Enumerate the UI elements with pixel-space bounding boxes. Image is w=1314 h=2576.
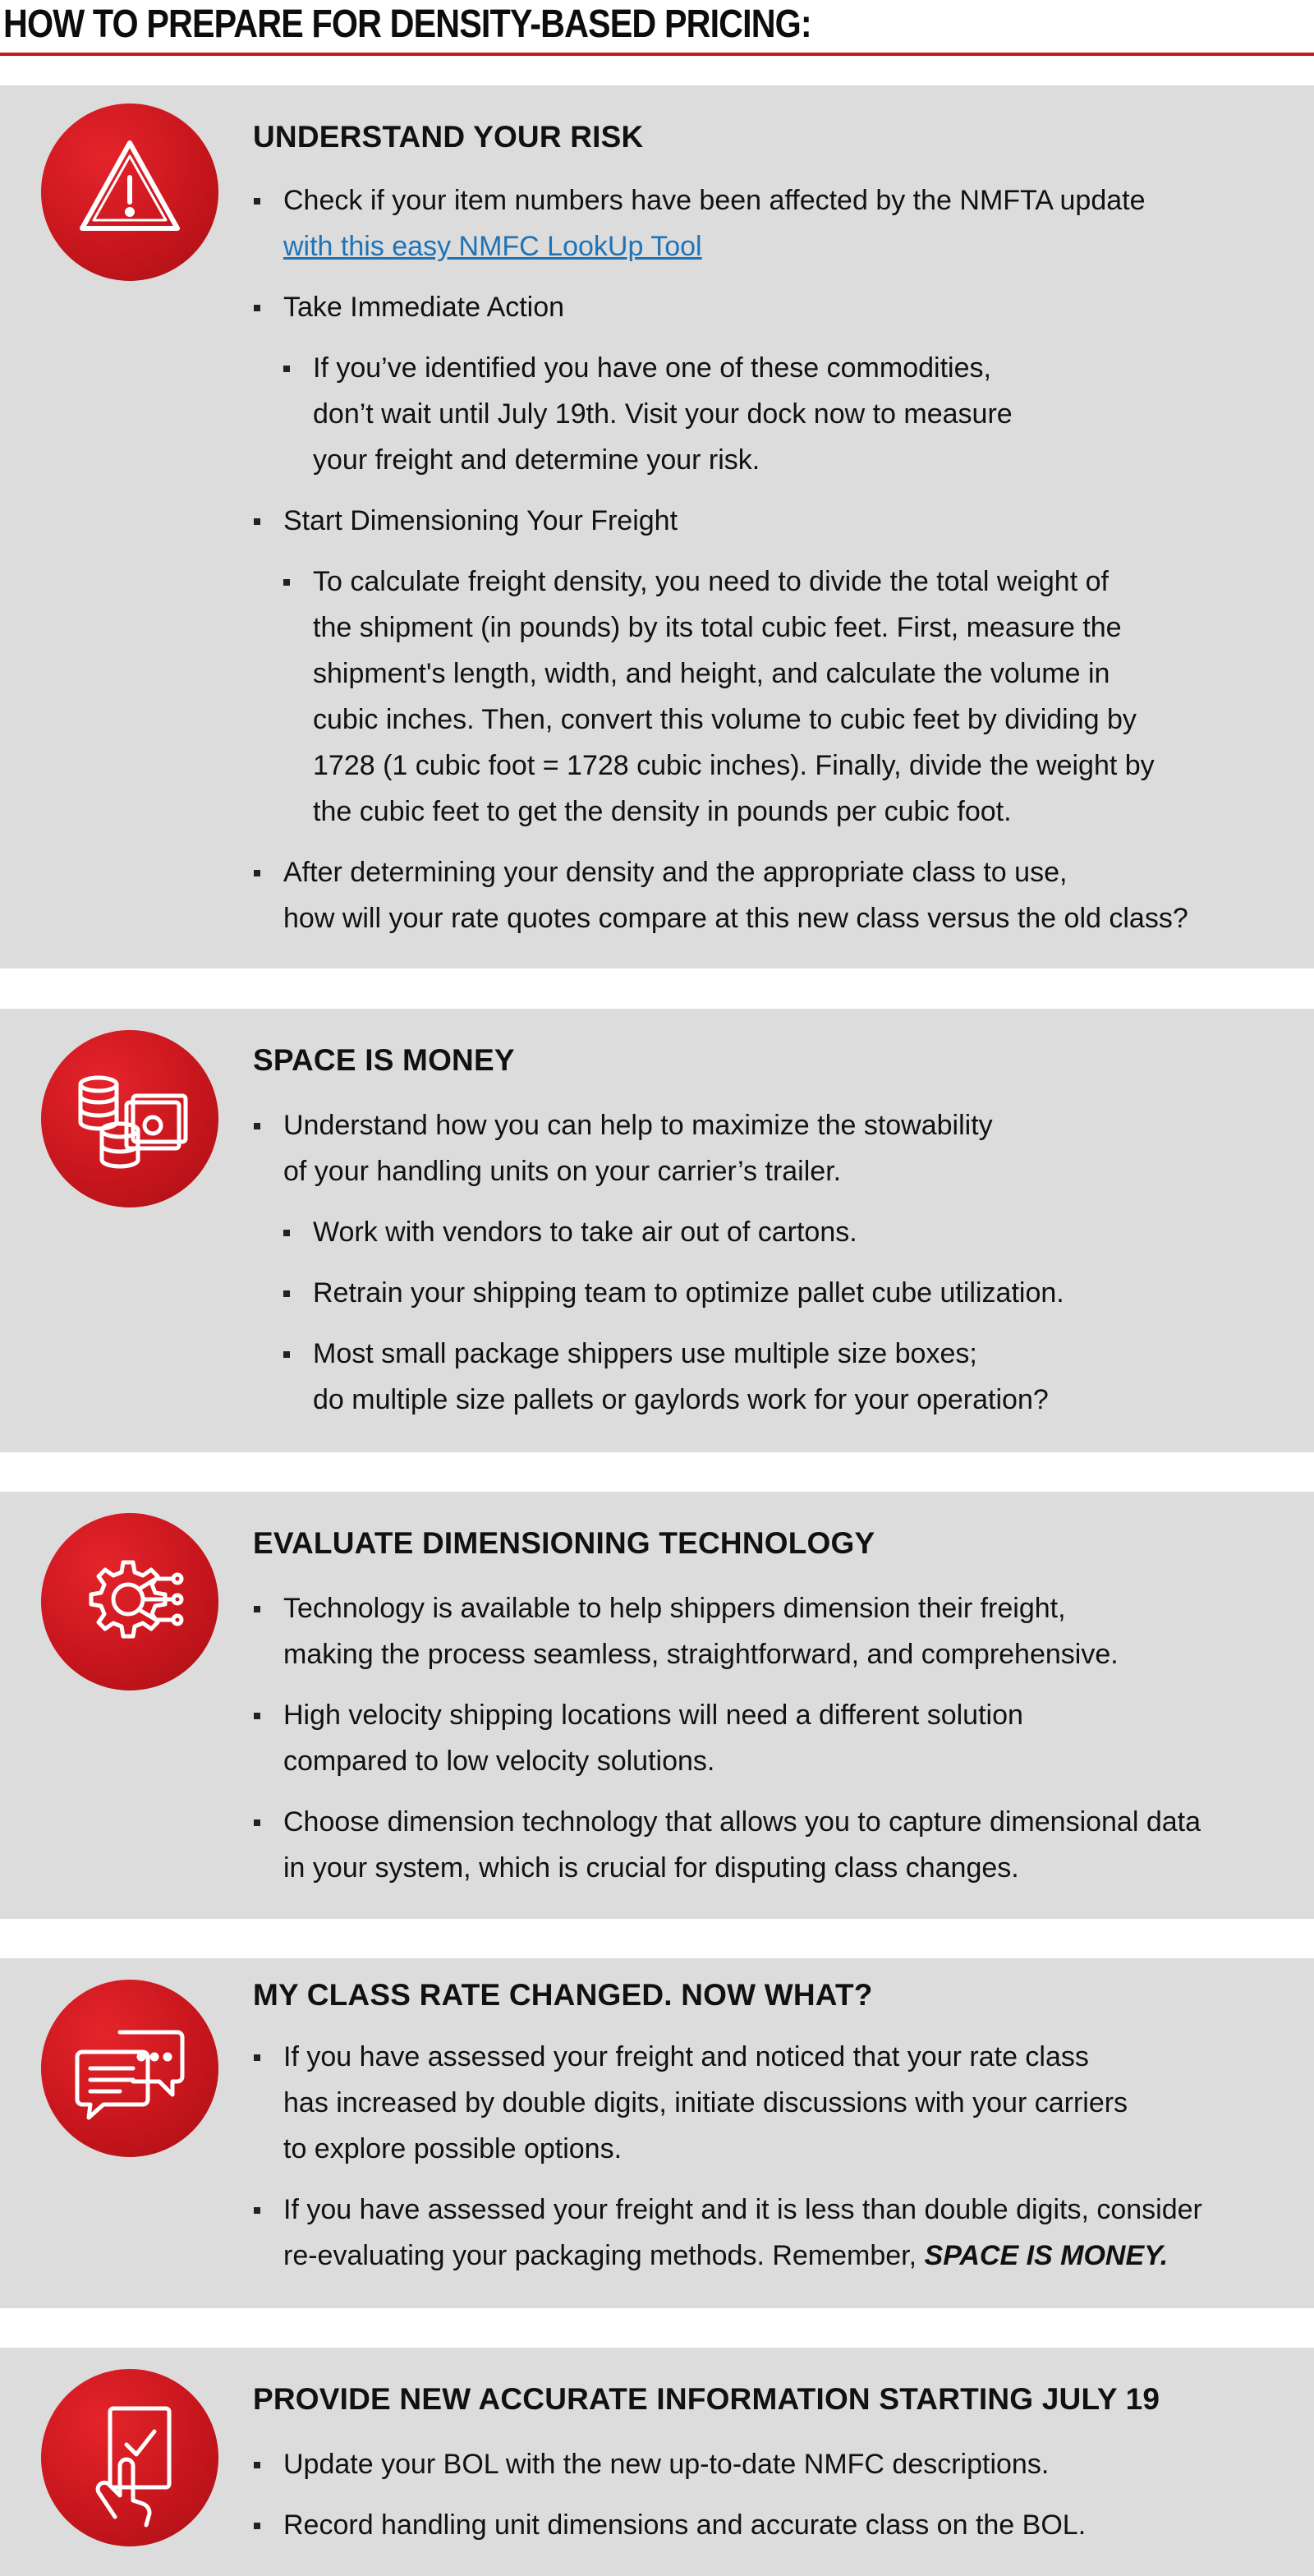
list-item: Check if your item numbers have been affected by the NMFTA update with this easy NMFC LookUp Tool bbox=[283, 177, 1146, 269]
list-item: High velocity shipping locations will need a different solution compared to low velocity solutions. bbox=[283, 1692, 1023, 1784]
list-item: If you have assessed your freight and noticed that your rate class has increased by double digits, initiate discussions with your carriers to explore possible options. bbox=[283, 2034, 1128, 2172]
title-divider bbox=[0, 53, 1314, 56]
emphasis-space-is-money: SPACE IS MONEY. bbox=[924, 2240, 1169, 2271]
list-item: If you have assessed your freight and it is less than double digits, consider re-evaluating your packaging methods. Remember, SPACE IS MONEY. bbox=[283, 2187, 1202, 2279]
list-item: Most small package shippers use multiple size boxes; do multiple size pallets or gaylords work for your operation? bbox=[313, 1331, 1049, 1423]
list-item: Choose dimension technology that allows you to capture dimensional data in your system, which is crucial for disputing class changes. bbox=[283, 1799, 1201, 1891]
section-space-is-money bbox=[0, 1009, 1314, 1452]
page-title: HOW TO PREPARE FOR DENSITY-BASED PRICING: bbox=[3, 2, 811, 46]
list-item: Take Immediate Action bbox=[283, 284, 564, 330]
gear-circuit-icon bbox=[41, 1513, 218, 1690]
list-item: Work with vendors to take air out of cartons. bbox=[313, 1209, 857, 1255]
list-item: Retrain your shipping team to optimize pallet cube utilization. bbox=[313, 1270, 1064, 1316]
list-item: After determining your density and the appropriate class to use, how will your rate quotes compare at this new class versus the old class? bbox=[283, 849, 1188, 941]
section-title: UNDERSTAND YOUR RISK bbox=[253, 120, 644, 154]
list-item: Update your BOL with the new up-to-date NMFC descriptions. bbox=[283, 2441, 1049, 2487]
section-understand-risk bbox=[0, 85, 1314, 968]
section-class-rate-changed bbox=[0, 1958, 1314, 2308]
section-title: EVALUATE DIMENSIONING TECHNOLOGY bbox=[253, 1526, 875, 1560]
section-title: MY CLASS RATE CHANGED. NOW WHAT? bbox=[253, 1978, 873, 2012]
list-item: Understand how you can help to maximize the stowability of your handling units on your carrier’s trailer. bbox=[283, 1102, 993, 1194]
list-item: Start Dimensioning Your Freight bbox=[283, 498, 678, 544]
section-title: SPACE IS MONEY bbox=[253, 1043, 515, 1077]
chat-bubbles-icon bbox=[41, 1980, 218, 2157]
nmfc-lookup-link[interactable]: with this easy NMFC LookUp Tool bbox=[283, 231, 702, 262]
section-title: PROVIDE NEW ACCURATE INFORMATION STARTING JULY 19 bbox=[253, 2382, 1160, 2416]
list-item: To calculate freight density, you need to divide the total weight of the shipment (in pounds) by its total cubic feet. First, measure the shipment's length, width, and height, and calculate the volume in cubic inches. Then, convert this volume to cubic feet by dividing by 1728 (1 cubic foot = 1728 cubic inches). Finally, divide the weight by the cubic feet to get the density in pounds per cubic foot. bbox=[313, 559, 1155, 835]
hand-checklist-icon bbox=[41, 2369, 218, 2546]
coins-and-cash-icon bbox=[41, 1030, 218, 1208]
list-item: Technology is available to help shippers dimension their freight, making the process seamless, straightforward, and comprehensive. bbox=[283, 1585, 1119, 1677]
list-item: If you’ve identified you have one of these commodities, don’t wait until July 19th. Visit your dock now to measure your freight and determine your risk. bbox=[313, 345, 1013, 483]
section-dimensioning-technology bbox=[0, 1492, 1314, 1919]
warning-triangle-icon bbox=[41, 104, 218, 281]
list-item: Record handling unit dimensions and accurate class on the BOL. bbox=[283, 2502, 1086, 2548]
section-provide-accurate-information bbox=[0, 2348, 1314, 2576]
